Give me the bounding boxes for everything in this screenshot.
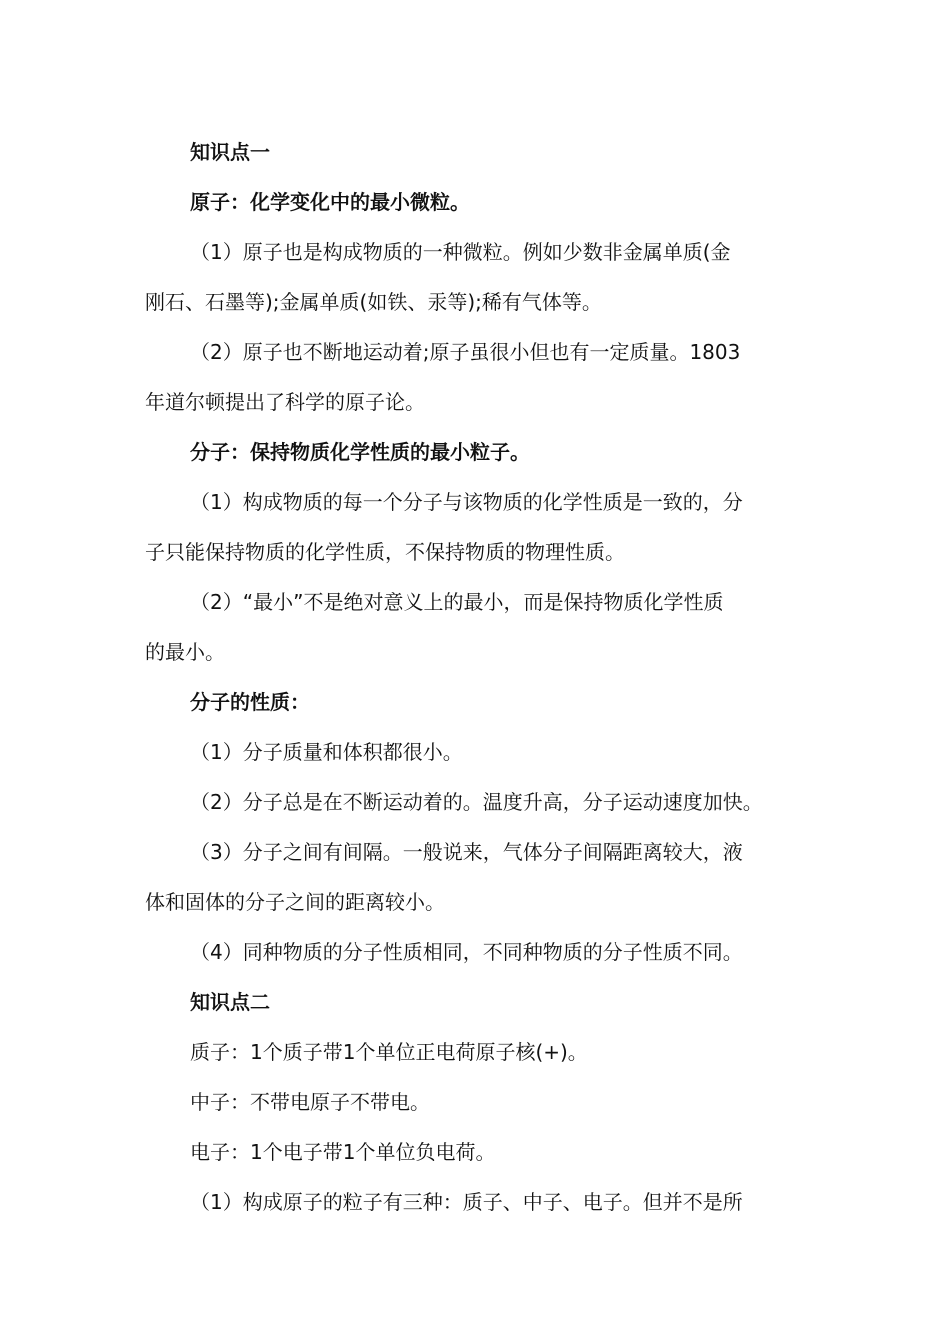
paragraph-line: 质子：1个质子带1个单位正电荷原子核(+)。 xyxy=(190,1040,588,1064)
paragraph-line: 中子：不带电原子不带电。 xyxy=(190,1090,430,1114)
heading-atom: 原子：化学变化中的最小微粒。 xyxy=(190,190,470,214)
heading-molecule-properties: 分子的性质： xyxy=(190,690,310,714)
paragraph-line: （2）分子总是在不断运动着的。温度升高，分子运动速度加快。 xyxy=(190,790,763,814)
paragraph-line: （1）原子也是构成物质的一种微粒。例如少数非金属单质(金 xyxy=(190,240,731,264)
paragraph-line: 体和固体的分子之间的距离较小。 xyxy=(145,890,445,914)
paragraph-line: （1）构成物质的每一个分子与该物质的化学性质是一致的，分 xyxy=(190,490,743,514)
paragraph-line: （1）分子质量和体积都很小。 xyxy=(190,740,463,764)
paragraph-line: （2）原子也不断地运动着;原子虽很小但也有一定质量。1803 xyxy=(190,340,741,364)
paragraph-line: 电子：1个电子带1个单位负电荷。 xyxy=(190,1140,496,1164)
paragraph-line: 子只能保持物质的化学性质，不保持物质的物理性质。 xyxy=(145,540,625,564)
heading-knowledge-point-1: 知识点一 xyxy=(190,140,270,164)
document-body xyxy=(145,127,810,1227)
paragraph-line: 年道尔顿提出了科学的原子论。 xyxy=(145,390,425,414)
paragraph-line: （2）“最小”不是绝对意义上的最小，而是保持物质化学性质 xyxy=(190,590,724,614)
heading-molecule: 分子：保持物质化学性质的最小粒子。 xyxy=(190,440,530,464)
heading-knowledge-point-2: 知识点二 xyxy=(190,990,270,1014)
paragraph-line: 的最小。 xyxy=(145,640,225,664)
paragraph-line: （3）分子之间有间隔。一般说来，气体分子间隔距离较大，液 xyxy=(190,840,743,864)
paragraph-line: （1）构成原子的粒子有三种：质子、中子、电子。但并不是所 xyxy=(190,1190,743,1214)
paragraph-line: 刚石、石墨等);金属单质(如铁、汞等);稀有气体等。 xyxy=(145,290,602,314)
paragraph-line: （4）同种物质的分子性质相同，不同种物质的分子性质不同。 xyxy=(190,940,743,964)
